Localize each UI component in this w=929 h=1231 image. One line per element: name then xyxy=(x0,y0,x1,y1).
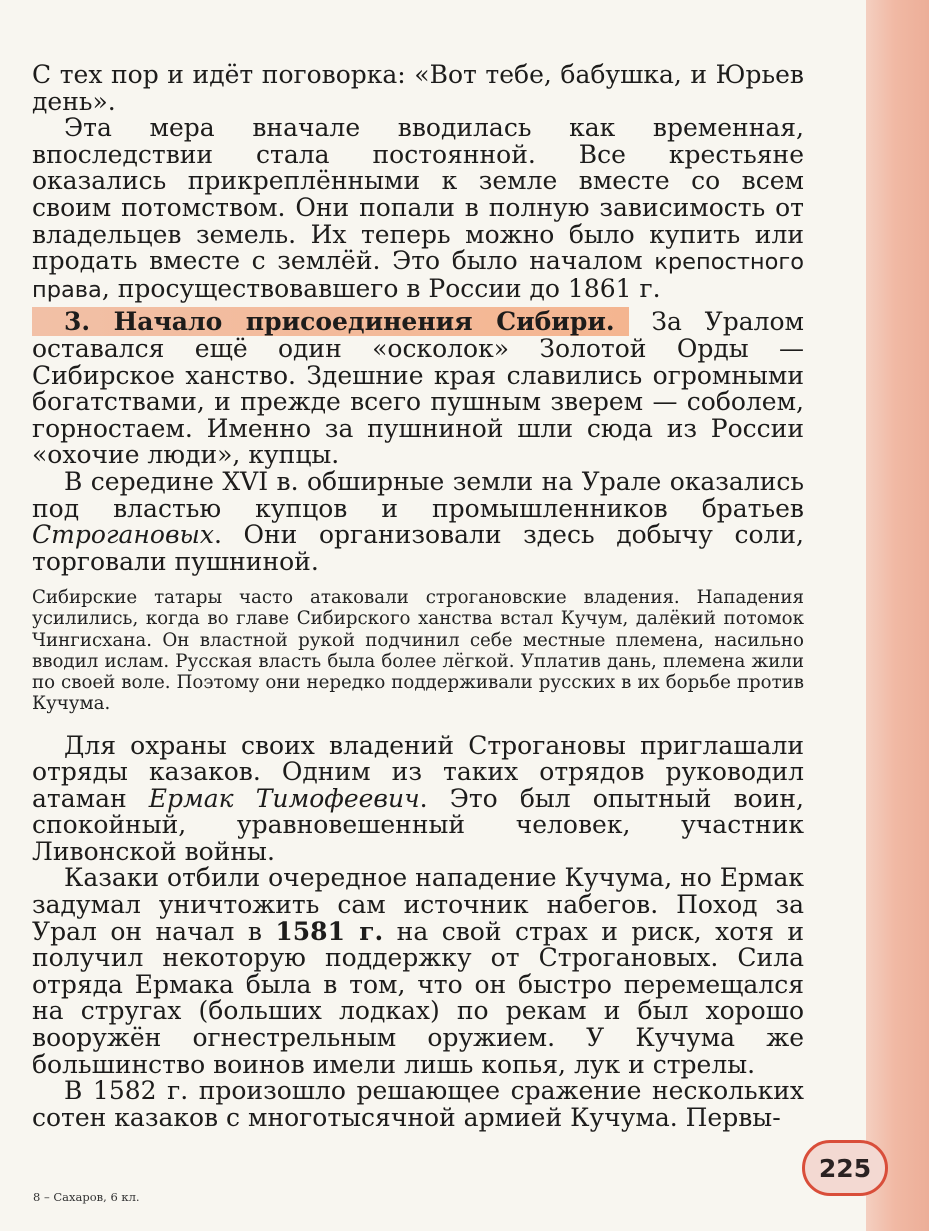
paragraph-7-text: В 1582 г. произошло решающее сражение нескольких сотен казаков с многотысячной армией Кучума. Первы- xyxy=(32,1076,804,1132)
paragraph-1-text: С тех пор и идёт поговорка: «Вот тебе, бабушка, и Юрьев день». xyxy=(32,60,804,116)
paragraph-3 xyxy=(32,309,804,469)
printer-signature: 8 – Сахаров, 6 кл. xyxy=(33,1190,140,1204)
page-text xyxy=(32,62,804,1131)
paragraph-7 xyxy=(32,1078,804,1131)
page-edge-strip xyxy=(866,0,929,1231)
paragraph-5-text: Для охраны своих владений Строгановы приглашали отряды казаков. Одним из таких отрядов руководил атаман xyxy=(32,730,804,813)
section-heading: 3. Начало присоединения Сибири. xyxy=(32,307,629,336)
paragraph-2 xyxy=(32,115,804,303)
paragraph-2-text-end: , просуществовавшего в России до 1861 г. xyxy=(101,273,661,303)
paragraph-6 xyxy=(32,865,804,1078)
paragraph-4 xyxy=(32,466,804,576)
paragraph-2-text: Эта мера вначале вводилась как временная, впоследствии стала постоянной. Все крестьяне оказались прикреплёнными к земле вместе со всем своим потомством. Они попали в полную зависимость от владельцев земель. Их теперь можно было купить или продать вместе с землёй. Это было началом xyxy=(32,113,804,276)
page-number: 225 xyxy=(802,1140,888,1196)
paragraph-4-text: В середине XVI в. обширные земли на Урале оказались под властью купцов и промышленников братьев xyxy=(32,466,804,523)
paragraph-5 xyxy=(32,730,804,866)
paragraph-1 xyxy=(32,62,804,115)
name-yermak: Ермак Тимофеевич xyxy=(148,783,420,813)
paragraph-3-text: За Уралом оставался ещё один «осколок» Золотой Орды — Сибирское ханство. Здешние края славились огромными богатствами, и прежде всего пушным зверем — соболем, горностаем. Именно за пушниной шли сюда из России «охочие люди», купцы. xyxy=(32,307,804,470)
paragraph-5-text-end: . Это был опытный воин, спокойный, уравновешенный человек, участник Ливонской войны. xyxy=(32,783,804,866)
paragraph-6-text-end: на свой страх и риск, хотя и получил некоторую поддержку от Строгановых. Сила отряда Ермака была в том, что он быстро перемещался на стругах (больших лодках) по рекам и был хорошо вооружён огнестрельным оружием. У Кучума же большинство воинов имели лишь копья, лук и стрелы. xyxy=(32,916,804,1079)
name-stroganovs: Строгановых xyxy=(32,520,214,550)
date-1581: 1581 г. xyxy=(275,916,384,946)
paragraph-4-text-end: . Они организовали здесь добычу соли, торговали пушниной. xyxy=(32,520,804,576)
paragraph-6-text: Казаки отбили очередное нападение Кучума, но Ермак задумал уничтожить сам источник набегов. Поход за Урал он начал в xyxy=(32,863,804,946)
small-print-note: Сибирские татары часто атаковали строгановские владения. Нападения усилились, когда во главе Сибирского ханства встал Кучум, далёкий потомок Чингисхана. Он властной рукой подчинил себе местные племена, насильно вводил ислам. Русская власть была более лёгкой. Уплатив дань, племена жили по своей воле. Поэтому они нередко поддерживали русских в их борьбе против Кучума. xyxy=(32,587,804,715)
term-serfdom: крепостного права xyxy=(32,249,804,303)
